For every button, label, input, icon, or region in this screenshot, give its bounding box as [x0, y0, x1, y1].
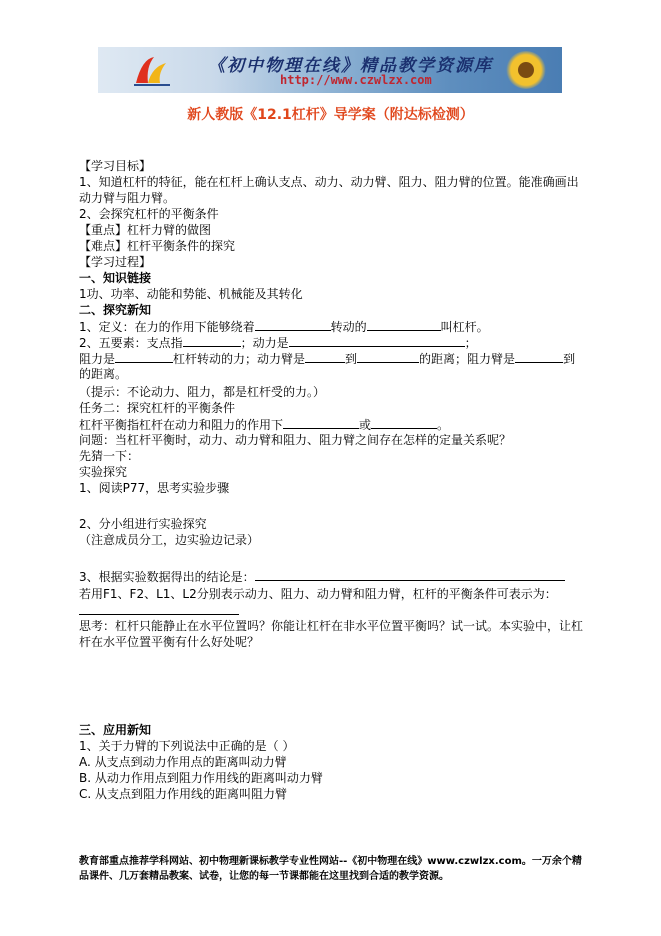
thinking-text: 思考：杠杆只能静止在水平位置吗？你能让杠杆在非水平位置平衡吗？试一试。本实验中，让杠杆在水平位置平衡有什么好处呢？: [79, 619, 584, 649]
blank-field[interactable]: [371, 416, 437, 429]
experiment-heading: 实验探究: [79, 465, 128, 479]
blank-field[interactable]: [367, 318, 441, 331]
blank-field[interactable]: [283, 416, 359, 429]
heading-knowledge-link: 一、知识链接: [79, 271, 152, 285]
hint-text: （提示：不论动力、阻力，都是杠杆受的力。）: [79, 385, 326, 399]
option-b: B. 从动力作用点到阻力作用线的距离叫动力臂: [79, 771, 323, 785]
five-elements-text-3: ；: [464, 336, 477, 350]
blank-field[interactable]: [255, 568, 565, 581]
five-elements-text-1: 2、五要素：支点指: [79, 336, 183, 350]
footer-notice: 教育部重点推荐学科网站、初中物理新课标教学专业性网站--《初中物理在线》www.czwlzx.com。一万余个精品课件、几万套精品教案、试卷，让您的每一节课都能在这里找到合适的教学资源。: [79, 856, 582, 882]
balance-text-2: 或: [359, 418, 372, 432]
blank-field[interactable]: [255, 318, 331, 331]
blank-field[interactable]: [115, 350, 173, 363]
goal-2: 2、会探究杠杆的平衡条件: [79, 207, 219, 221]
five-elements-text-2: ；动力是: [240, 336, 289, 350]
resistance-text-4: 的距离；阻力臂是: [419, 352, 516, 366]
key-point: 【重点】杠杆力臂的做图: [79, 223, 212, 237]
definition-text-3: 叫杠杆。: [440, 320, 489, 334]
difficult-point: 【难点】杠杆平衡条件的探究: [79, 239, 236, 253]
banner-site-url[interactable]: http://www.czwlzx.com: [280, 73, 432, 87]
blank-field[interactable]: [289, 334, 465, 347]
distance-text: 的距离。: [79, 367, 128, 381]
page-title: 新人教版《12.1杠杆》导学案（附达标检测）: [187, 107, 474, 123]
conclusion-line: [79, 568, 565, 585]
blank-field[interactable]: [515, 350, 563, 363]
banner-site-title: 《初中物理在线》精品教学资源库: [208, 56, 493, 76]
blank-field[interactable]: [79, 602, 239, 615]
balance-definition-line: [79, 416, 449, 433]
goal-1: 1、知道杠杆的特征，能在杠杆上确认支点、动力、动力臂、阻力、阻力臂的位置。能准确画出动力臂与阻力臂。: [79, 175, 579, 205]
site-logo-icon: [132, 53, 172, 87]
question-1: 1、关于力臂的下列说法中正确的是（ ）: [79, 739, 295, 753]
question-text: 问题：当杠杆平衡时，动力、动力臂和阻力、阻力臂之间存在怎样的定量关系呢？: [79, 433, 512, 447]
experiment-step-2: 2、分小组进行实验探究: [79, 517, 207, 531]
definition-line: [79, 318, 489, 335]
formula-blank-line: [79, 602, 239, 619]
balance-text-1: 杠杆平衡指杠杆在动力和阻力的作用下: [79, 418, 284, 432]
balance-text-3: 。: [437, 418, 450, 432]
resistance-text-5: 到: [563, 352, 576, 366]
heading-apply: 三、应用新知: [79, 723, 152, 737]
conclusion-text: 3、根据实验数据得出的结论是：: [79, 570, 255, 584]
definition-text-2: 转动的: [330, 320, 367, 334]
formula-text: 若用F1、F2、L1、L2分别表示动力、阻力、动力臂和阻力臂，杠杆的平衡条件可表示为：: [79, 587, 557, 601]
header-banner: [98, 47, 562, 93]
five-elements-line: [79, 334, 477, 351]
resistance-text-3: 到: [345, 352, 358, 366]
resistance-line: [79, 350, 575, 367]
experiment-step-1: 1、阅读P77，思考实验步骤: [79, 481, 230, 495]
resistance-text-1: 阻力是: [79, 352, 116, 366]
blank-field[interactable]: [305, 350, 345, 363]
blank-field[interactable]: [183, 334, 241, 347]
option-a: A. 从支点到动力作用点的距离叫动力臂: [79, 755, 287, 769]
guess-text: 先猜一下：: [79, 449, 140, 463]
sunflower-icon: [506, 51, 546, 89]
experiment-note: （注意成员分工，边实验边记录）: [79, 533, 260, 547]
resistance-text-2: 杠杆转动的力；动力臂是: [173, 352, 306, 366]
knowledge-link-item: 1功、功率、动能和势能、机械能及其转化: [79, 287, 303, 301]
task-two: 任务二：探究杠杆的平衡条件: [79, 401, 236, 415]
definition-text-1: 1、定义：在力的作用下能够绕着: [79, 320, 255, 334]
option-c: C. 从支点到阻力作用线的距离叫阻力臂: [79, 787, 288, 801]
section-learning-process: 【学习过程】: [79, 255, 152, 269]
section-learning-goals: 【学习目标】: [79, 159, 152, 173]
heading-explore: 二、探究新知: [79, 303, 152, 317]
blank-field[interactable]: [357, 350, 419, 363]
